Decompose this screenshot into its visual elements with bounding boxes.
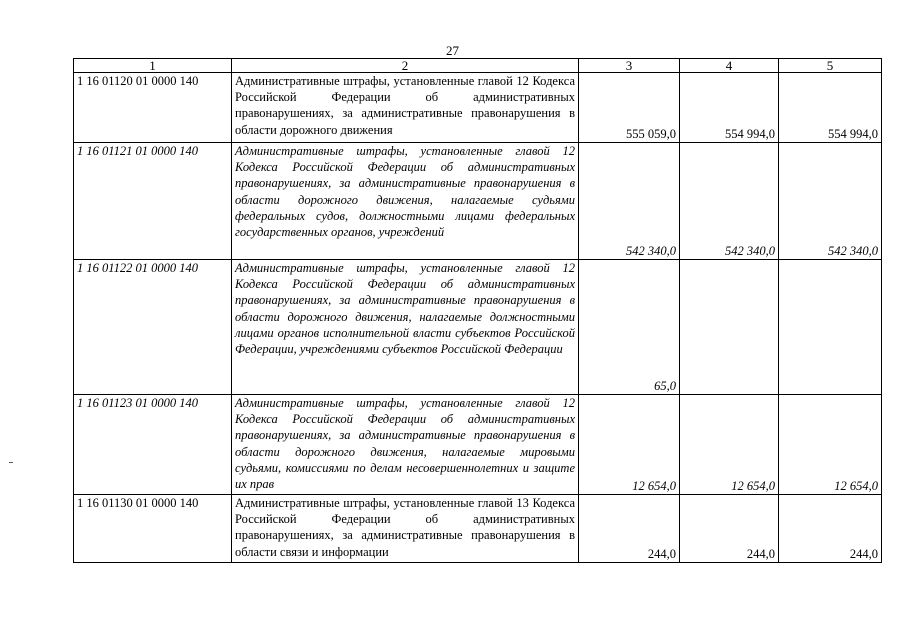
column-header: 1 — [74, 59, 232, 73]
budget-code: 1 16 01123 01 0000 140 — [74, 395, 232, 495]
table-row — [74, 260, 882, 395]
column-header: 5 — [779, 59, 882, 73]
row-description: Административные штрафы, установленные главой 12 Кодекса Российской Федерации об административных правонарушениях, за административные правонарушения в области дорожного движения, налагаемые мировыми судьями, комиссиями по делам несовершеннолетних и защите их прав — [232, 395, 579, 495]
value-col3: 12 654,0 — [579, 395, 680, 495]
value-col4 — [680, 260, 779, 395]
budget-code: 1 16 01130 01 0000 140 — [74, 495, 232, 563]
value-col5: 554 994,0 — [779, 73, 882, 143]
row-description: Административные штрафы, установленные главой 12 Кодекса Российской Федерации об административных правонарушениях, за административные правонарушения в области дорожного движения, налагаемые должностными лицами органов исполнительной власти субъектов Российской Федерации, учреждениями субъектов Российской Федерации — [232, 260, 579, 395]
budget-code: 1 16 01122 01 0000 140 — [74, 260, 232, 395]
value-col4: 554 994,0 — [680, 73, 779, 143]
value-col5: 12 654,0 — [779, 395, 882, 495]
value-col4: 542 340,0 — [680, 143, 779, 260]
value-col4: 12 654,0 — [680, 395, 779, 495]
value-col3: 244,0 — [579, 495, 680, 563]
value-col5 — [779, 260, 882, 395]
budget-code: 1 16 01121 01 0000 140 — [74, 143, 232, 260]
table-header-row — [74, 59, 882, 73]
value-col3: 65,0 — [579, 260, 680, 395]
table-row — [74, 143, 882, 260]
value-col5: 244,0 — [779, 495, 882, 563]
margin-mark — [9, 462, 13, 463]
table-row — [74, 73, 882, 143]
budget-code: 1 16 01120 01 0000 140 — [74, 73, 232, 143]
page-number: 27 — [446, 43, 459, 58]
column-header: 4 — [680, 59, 779, 73]
column-header: 3 — [579, 59, 680, 73]
value-col3: 542 340,0 — [579, 143, 680, 260]
value-col3: 555 059,0 — [579, 73, 680, 143]
value-col5: 542 340,0 — [779, 143, 882, 260]
table-row — [74, 395, 882, 495]
row-description: Административные штрафы, установленные главой 12 Кодекса Российской Федерации об административных правонарушениях, за административные правонарушения в области дорожного движения, налагаемые судьями федеральных судов, должностными лицами федеральных государственных органов, учреждений — [232, 143, 579, 260]
column-header: 2 — [232, 59, 579, 73]
row-description: Административные штрафы, установленные главой 12 Кодекса Российской Федерации об административных правонарушениях, за административные правонарушения в области дорожного движения — [232, 73, 579, 143]
table-row — [74, 495, 882, 563]
budget-table — [73, 58, 882, 563]
row-description: Административные штрафы, установленные главой 13 Кодекса Российской Федерации об административных правонарушениях, за административные правонарушения в области связи и информации — [232, 495, 579, 563]
value-col4: 244,0 — [680, 495, 779, 563]
